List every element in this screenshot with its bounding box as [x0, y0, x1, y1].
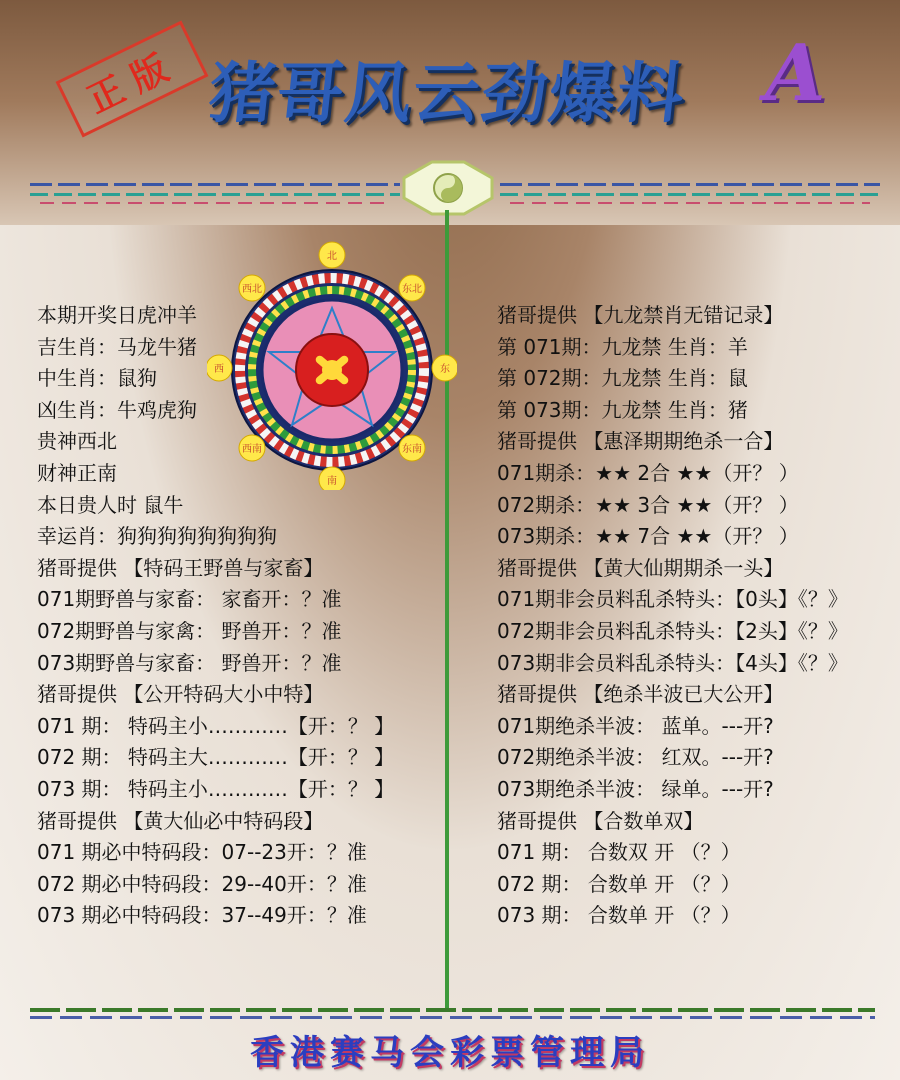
bagua-icon: [402, 160, 494, 216]
section-heading: 猪哥提供 【合数单双】: [497, 808, 704, 833]
list-item: 073 期： 特码主小…………【开：？ 】: [37, 776, 395, 801]
section-heading: 猪哥提供 【公开特码大小中特】: [37, 682, 324, 707]
section-heading: 猪哥提供 【绝杀半波已大公开】: [497, 682, 784, 707]
list-item: 071 期必中特码段：07--23开：？准: [37, 840, 367, 865]
list-item: 071 期： 特码主小…………【开：？ 】: [37, 713, 395, 738]
list-item: 073 期： 合数单 开 （？）: [497, 903, 741, 928]
list-item: 071期非会员料乱杀特头：【0头】《？》: [497, 587, 848, 612]
footer-divider: [30, 1016, 875, 1019]
left-column: [37, 300, 394, 932]
list-item: 071期杀：★★ 2合 ★★（开？ ）: [497, 460, 799, 485]
wheel-direction-label: 西南: [242, 444, 262, 455]
list-item: 071期野兽与家畜： 家畜开：？准: [37, 587, 342, 612]
list-item: 073期野兽与家畜： 野兽开：？准: [37, 650, 342, 675]
list-item: 073期杀：★★ 7合 ★★（开？ ）: [497, 524, 799, 549]
section-heading: 猪哥提供 【黄大仙必中特码段】: [37, 808, 324, 833]
list-item: 073 期必中特码段：37--49开：？准: [37, 903, 367, 928]
wheel-direction-label: 南: [327, 476, 337, 487]
wheel-direction-label: 东: [440, 364, 450, 375]
section-heading: 猪哥提供 【九龙禁肖无错记录】: [497, 303, 784, 327]
list-item: 072期绝杀半波： 红双。---开?: [497, 745, 774, 770]
list-item: 第 072期：九龙禁 生肖：鼠: [497, 366, 748, 391]
list-item: 第 071期：九龙禁 生肖：羊: [497, 334, 748, 359]
list-item: 073期非会员料乱杀特头：【4头】《？》: [497, 650, 848, 675]
list-item: 073期绝杀半波： 绿单。---开?: [497, 776, 774, 801]
page-title: 猪哥风云劲爆料: [205, 54, 690, 132]
list-item: 072 期： 合数单 开 （？）: [497, 871, 741, 896]
section-heading: 猪哥提供 【特码王野兽与家畜】: [37, 555, 324, 580]
list-item: 财神正南: [37, 460, 117, 485]
list-item: 072期杀：★★ 3合 ★★（开？ ）: [497, 492, 799, 517]
list-item: 071 期： 合数双 开 （？）: [497, 840, 741, 865]
footer-divider: [30, 1008, 875, 1012]
list-item: 贵神西北: [37, 429, 117, 454]
list-item: 072期野兽与家禽： 野兽开：？准: [37, 618, 342, 643]
wheel-direction-label: 东北: [402, 284, 422, 295]
footer-organization: 香港赛马会彩票管理局: [250, 1033, 650, 1073]
list-item: 第 073期：九龙禁 生肖：猪: [497, 397, 748, 422]
decorative-line: [510, 202, 870, 204]
section-heading: 猪哥提供 【惠泽期期绝杀一合】: [497, 429, 784, 454]
list-item: 中生肖：鼠狗: [37, 366, 157, 391]
list-item: 072 期： 特码主大…………【开：？ 】: [37, 745, 395, 770]
authentic-stamp: 正版: [55, 20, 208, 137]
section-heading: 猪哥提供 【黄大仙期期杀一头】: [497, 555, 784, 580]
wheel-direction-label: 东南: [402, 444, 422, 455]
list-item: 071期绝杀半波： 蓝单。---开?: [497, 713, 774, 738]
edition-badge: A: [765, 28, 826, 119]
decorative-line: [40, 202, 390, 204]
right-column: [497, 300, 848, 932]
wheel-direction-label: 西北: [242, 284, 262, 295]
decorative-line: [30, 183, 400, 186]
list-item: 072期非会员料乱杀特头：【2头】《？》: [497, 618, 848, 643]
list-item: 凶生肖：牛鸡虎狗: [37, 397, 197, 422]
list-item: 吉生肖：马龙牛猪: [37, 334, 197, 359]
decorative-line: [30, 193, 400, 196]
list-item: 本日贵人时 鼠牛: [37, 492, 184, 517]
decorative-line: [500, 183, 880, 186]
list-item: 本期开奖日虎冲羊: [37, 303, 197, 327]
decorative-line: [500, 193, 880, 196]
wheel-direction-label: 西: [214, 364, 224, 375]
list-item: 幸运肖：狗狗狗狗狗狗狗狗: [37, 524, 277, 549]
wheel-direction-label: 北: [327, 251, 337, 262]
list-item: 072 期必中特码段：29--40开：？准: [37, 871, 367, 896]
